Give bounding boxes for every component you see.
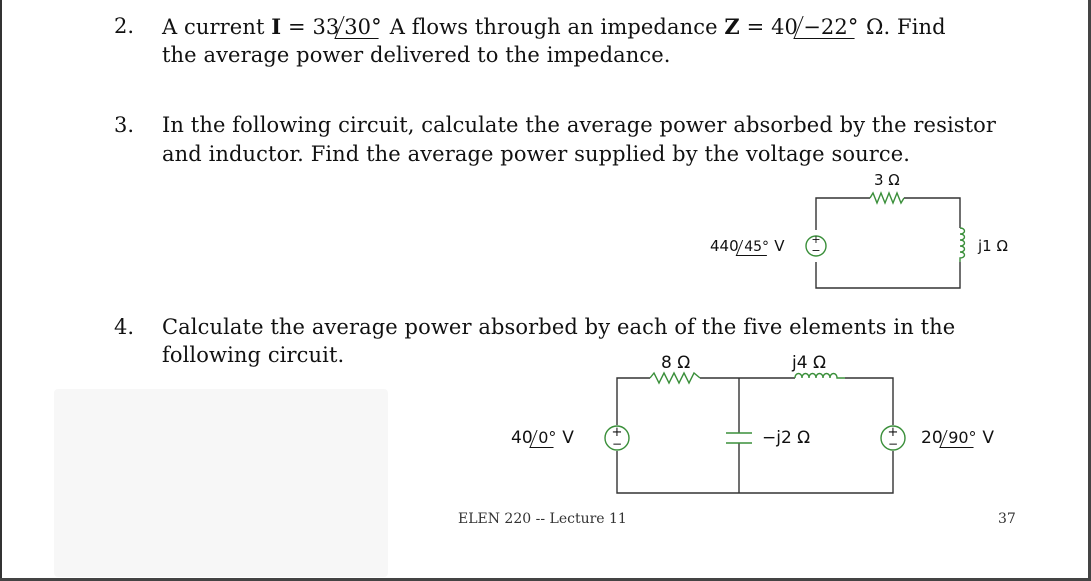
footer-page-number: 37 [998,511,1016,527]
problem-2-number: 2. [114,14,135,38]
circuit-1-inductor-label: j1 Ω [978,237,1008,255]
circuit-2-source-2-plus: + [887,425,899,440]
footer-course-label: ELEN 220 -- Lecture 11 [458,511,627,527]
circuit-2-source-2-label: 20 90° V [921,428,995,448]
circuit-1-resistor-label: 3 Ω [874,171,900,189]
problem-2-text-c: A flows through an impedance [382,15,725,39]
problem-2-text-e: Ω. Find [859,15,946,39]
circuit-1-source-minus: − [811,244,821,257]
circuit-2-capacitor [726,433,752,443]
problem-3-number: 3. [114,113,135,137]
circuit-1-inductor-coil [960,228,965,262]
problem-4-number: 4. [114,315,135,339]
problem-2-line-2: the average power delivered to the impedance. [162,43,671,67]
circuit-1-resistor-zigzag [870,193,904,203]
problem-2-text-d: = 40 [739,15,798,39]
circuit-2-inductor-coil [795,374,845,379]
circuit-2-source-1-minus: − [611,437,623,451]
impedance-symbol: Z [724,14,740,39]
impedance-angle: −22° [793,16,864,39]
circuit-2-source-2-minus: − [887,437,899,451]
circuit-2-resistor-label: 8 Ω [661,353,691,373]
circuit-1-wires [816,198,960,288]
current-symbol: I [271,14,282,39]
circuit-2-inductor-label: j4 Ω [792,353,826,373]
circuit-2-source-1-plus: + [611,425,623,440]
circuit-2-wires [617,378,893,493]
problem-4-line-2: following circuit. [162,343,345,367]
current-angle: 30° [335,16,388,39]
circuit-2-source-1-label: 40 0° V [511,428,574,448]
problem-2-text-b: = 33 [281,15,340,39]
problem-3-line-2: and inductor. Find the average power supplied by the voltage source. [162,142,911,166]
problem-2-text-a: A current [162,15,272,39]
circuit-2-resistor-zigzag [650,373,700,383]
problem-4-line-1: Calculate the average power absorbed by each of the five elements in the [162,315,956,339]
circuit-1-source-label: 440 45° V [710,237,785,255]
circuit-1-source-plus: + [811,233,821,246]
problem-3-line-1: In the following circuit, calculate the average power absorbed by the resistor [162,113,997,137]
circuit-2-capacitor-label: −j2 Ω [762,428,811,448]
